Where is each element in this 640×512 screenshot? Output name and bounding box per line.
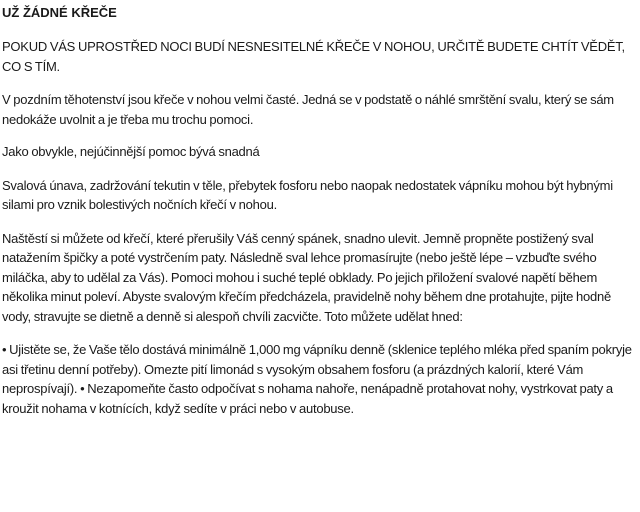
document-title: UŽ ŽÁDNÉ KŘEČE [2, 5, 117, 20]
paragraph-tips: • Ujistěte se, že Vaše tělo dostává minimálně 1,000 mg vápníku denně (sklenice teplého mléka před spaním pokryje asi třetinu denní potřeby). Omezte pití limonád s vysokým obsahem fosforu (a prázdných kalorií, které Vám neprospívají). • Nezapomeňte často odpočívat s nohama nahoře, nenápadně protahovat nohy, vystrkovat paty a kroužit nohama v kotnících, když sedíte v práci nebo v autobuse. [2, 342, 632, 416]
paragraph-relief: Naštěstí si můžete od křečí, které přerušily Váš cenný spánek, snadno ulevit. Jemně propněte postižený sval natažením špičky a poté vystrčením paty. Následně sval lehce promasírujte (nebo ještě lépe – vzbuďte svého miláčka, aby to udělal za Vás). Pomoci mohou i suché teplé obklady. Po jejich přiložení svalové napětí během několika minut poleví. Abyste svalovým křečím předcházela, pravidelně nohy během dne protahujte, pijte hodně vody, stravujte se dietně a denně si alespoň chvíli zacvičte. Toto můžete udělat hned: [2, 230, 611, 324]
paragraph-causes: Svalová únava, zadržování tekutin v těle, přebytek fosforu nebo naopak nedostatek vápníku mohou být hybnými silami pro vznik bolestivých nočních křečí v nohou. [2, 177, 613, 212]
intro-paragraph: POKUD VÁS UPROSTŘED NOCI BUDÍ NESNESITELNÉ KŘEČE V NOHOU, URČITĚ BUDETE CHTÍT VĚDĚT, CO S TÍM. [2, 39, 625, 74]
paragraph-subheading: Jako obvykle, nejúčinnější pomoc bývá snadná [2, 144, 260, 159]
paragraph-late-pregnancy: V pozdním těhotenství jsou křeče v nohou velmi časté. Jedná se v podstatě o náhlé smrštění svalu, který se sám nedokáže uvolnit a je třeba mu trochu pomoci. [2, 92, 614, 127]
